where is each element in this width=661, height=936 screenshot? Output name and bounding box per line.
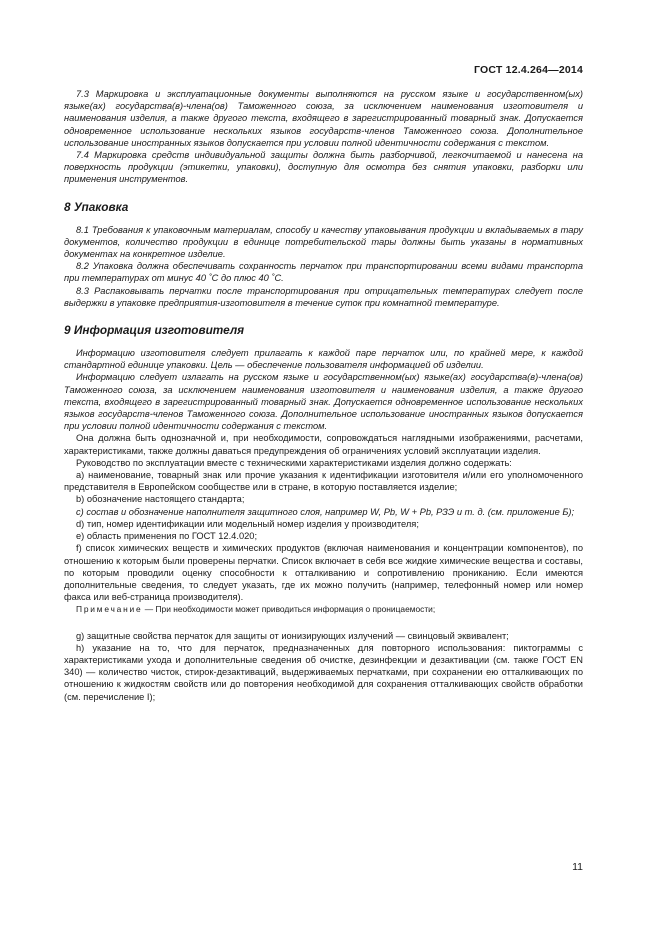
note-label: Примечание bbox=[76, 604, 143, 615]
list-item-d: d) тип, номер идентификации или модельный номер изделия у производителя; bbox=[76, 518, 419, 529]
paragraph-9-3: Она должна быть однозначной и, при необходимости, сопровождаться наглядными изображениями, расчетами, характеристиками, также должны даваться предупреждения об ограничениях условий эксплуатации изделия. bbox=[64, 433, 583, 456]
list-item-g: g) защитные свойства перчаток для защиты от ионизирующих излучений — свинцовый эквивалент; bbox=[76, 630, 509, 641]
standard-code: ГОСТ 12.4.264—2014 bbox=[474, 64, 583, 76]
paragraph-7-4: 7.4 Маркировка средств индивидуальной защиты должна быть разборчивой, легкочитаемой и нанесена на поверхность продукции (этикетки, упаковки), доступную для осмотра без снятия упаковки, разборки или применения инструментов. bbox=[64, 150, 583, 185]
section-9-title: 9 Информация изготовителя bbox=[64, 323, 245, 338]
paragraph-9-4: Руководство по эксплуатации вместе с техническими характеристиками изделия должно содержать: bbox=[76, 457, 512, 468]
list-item-e: е) область применения по ГОСТ 12.4.020; bbox=[76, 531, 258, 542]
paragraph-9-1: Информацию изготовителя следует прилагать к каждой паре перчаток или, по крайней мере, к каждой стандартной единице упаковки. Цель — обеспечение пользователя информацией об изделии. bbox=[64, 348, 583, 371]
list-item-f: f) список химических веществ и химических продуктов (включая наименования и концентрации компонентов), по отношению к которым были проверены перчатки. Список включает в себя все жидкие химические вещества и составы, по которым проводили оценку способности к отталкиванию и сопротивлению прониканию. Если имеются дополнительные сведения, то следует указать, где их можно получить (например, телефонный номер или номер факса или веб-страница производителя). bbox=[64, 543, 583, 603]
list-item-a: а) наименование, товарный знак или прочие указания к идентификации изготовителя и/или его уполномоченного представителя в Европейском сообществе или в стране, в которую поставляется изделие; bbox=[64, 470, 583, 493]
section-8-title: 8 Упаковка bbox=[64, 199, 129, 214]
page-body bbox=[64, 88, 583, 703]
list-item-b: b) обозначение настоящего стандарта; bbox=[76, 494, 245, 505]
paragraph-8-2: 8.2 Упаковка должна обеспечивать сохранность перчаток при транспортировании всеми видами транспорта при температурах от минус 40 ˚С до плюс 40 ˚С. bbox=[64, 261, 583, 284]
page-number: 11 bbox=[572, 861, 583, 873]
paragraph-7-3: 7.3 Маркировка и эксплуатационные документы выполняются на русском языке и государственном(ых) языке(ах) государства(в)-члена(ов) Таможенного союза, за исключением наименования изготовителя и наименования изделия, а также другого текста, входящего в зарегистрированный товарный знак. Допускается одновременное использование нескольких языков государств-членов Таможенного союза. Дополнительное использование иностранных языков допускается при условии полной идентичности содержания с текстом. bbox=[64, 89, 583, 148]
paragraph-9-2: Информацию следует излагать на русском языке и государственном(ых) языке(ах) государства(в)-члена(ов) Таможенного союза, за исключением наименования изготовителя и наименования изделия, а также другого текста, входящего в зарегистрированный товарный знак. Допускается одновременное использование нескольких языков государств-членов Таможенного союза. Дополнительное использование иностранных языков допускается при условии полной идентичности содержания с текстом. bbox=[64, 372, 583, 432]
note bbox=[64, 603, 583, 615]
list-item-h: h) указание на то, что для перчаток, предназначенных для повторного использования: пиктограммы с характеристиками ухода и дополнительные сведения об очистке, дезинфекции и дезактивации (см. также ГОСТ EN 340) — количество чисток, стирок-дезактиваций, выдерживаемых перчатками, при сохранении ею отталкивающих по отношению к жидкостям свойств или до повторения необходимой для сохранения отталкивающих свойств обработки (см. перечисление I); bbox=[64, 642, 583, 702]
paragraph-8-3: 8.3 Распаковывать перчатки после транспортирования при отрицательных температурах следует после выдержки в упаковке предприятия-изготовителя в течение суток при комнатной температуре. bbox=[64, 285, 583, 308]
paragraph-8-1: 8.1 Требования к упаковочным материалам, способу и качеству упаковывания продукции и вкладываемых в тару документов, количество продукции в единице потребительской тары должны быть указаны в нормативных документах на конкретное изделие. bbox=[64, 224, 583, 260]
list-item-c: с) состав и обозначение наполнителя защитного слоя, например W, Pb, W + Pb, РЗЭ и т. д. (см. приложение Б); bbox=[76, 506, 575, 517]
note-text: — При необходимости может приводиться информация о проницаемости; bbox=[142, 604, 436, 615]
